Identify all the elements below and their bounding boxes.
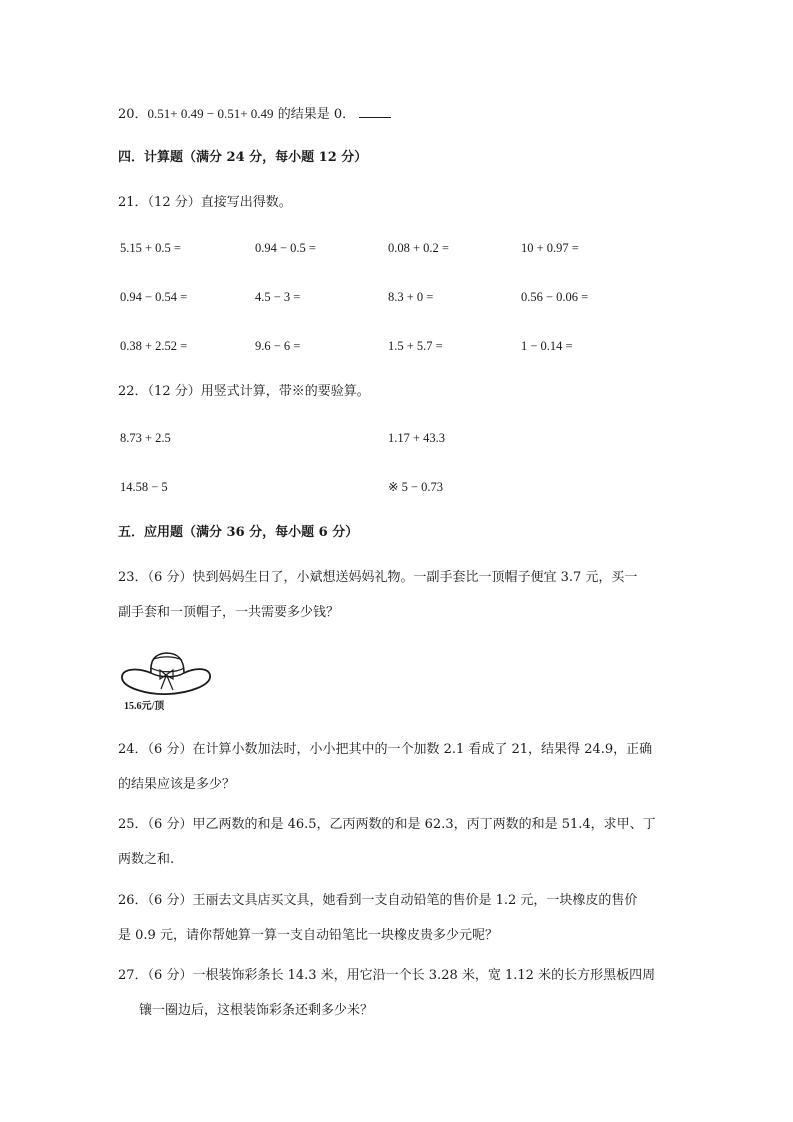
calc-item: 1.5 + 5.7 = bbox=[388, 339, 443, 353]
vertical-calc-item-verify: ※ 5 − 0.73 bbox=[388, 480, 444, 494]
question-25-line1: 25．（6 分）甲乙两数的和是 46.5，乙丙两数的和是 62.3，丙丁两数的和是 51.4，求甲、丁 bbox=[118, 817, 656, 832]
calc-item: 9.6 − 6 = bbox=[255, 339, 301, 353]
question-27-line1: 27．（6 分）一根装饰彩条长 14.3 米，用它沿一个长 3.28 米，宽 1.12 米的长方形黑板四周 bbox=[118, 968, 656, 983]
question-22-text: 22．（12 分）用竖式计算，带※的要验算。 bbox=[118, 384, 370, 399]
question-20-text: 的结果是 0． bbox=[277, 107, 356, 122]
hat-price-label: 15.6元/顶 bbox=[124, 701, 165, 712]
question-27-line2: 镶一圈边后，这根装饰彩条还剩多少米？ bbox=[139, 1003, 374, 1018]
vertical-calc-item: 14.58 − 5 bbox=[120, 480, 168, 494]
question-23-line2: 副手套和一顶帽子，一共需要多少钱？ bbox=[118, 605, 340, 620]
question-20-expression: 0.51+ 0.49 − 0.51+ 0.49 bbox=[147, 106, 274, 121]
question-26-line1: 26．（6 分）王丽去文具店买文具，她看到一支自动铅笔的售价是 1.2 元，一块橡皮的售价 bbox=[118, 893, 638, 908]
calc-item: 0.94 − 0.54 = bbox=[120, 290, 188, 304]
question-25-line2: 两数之和. bbox=[118, 852, 175, 867]
calc-item: 4.5 − 3 = bbox=[255, 290, 301, 304]
calc-item: 0.56 − 0.06 = bbox=[521, 290, 589, 304]
calc-item: 0.94 − 0.5 = bbox=[255, 241, 316, 255]
answer-blank[interactable] bbox=[359, 105, 391, 118]
question-26-line2: 是 0.9 元，请你帮她算一算一支自动铅笔比一块橡皮贵多少元呢？ bbox=[118, 928, 498, 943]
calc-item: 0.08 + 0.2 = bbox=[388, 241, 449, 255]
vertical-calc-item: 8.73 + 2.5 bbox=[120, 431, 171, 445]
section-4-title: 四．计算题（满分 24 分，每小题 12 分） bbox=[118, 150, 368, 165]
question-20 bbox=[118, 105, 391, 123]
question-23-line1: 23．（6 分）快到妈妈生日了，小斌想送妈妈礼物。一副手套比一顶帽子便宜 3.7 元，买一 bbox=[118, 570, 638, 585]
question-21-text: 21．（12 分）直接写出得数。 bbox=[118, 195, 292, 210]
calc-item: 10 + 0.97 = bbox=[521, 241, 579, 255]
vertical-calc-item: 1.17 + 43.3 bbox=[388, 431, 446, 445]
question-20-number: 20． bbox=[118, 107, 148, 122]
calc-item: 8.3 + 0 = bbox=[388, 290, 434, 304]
calc-item: 1 − 0.14 = bbox=[521, 339, 573, 353]
section-5-title: 五．应用题（满分 36 分，每小题 6 分） bbox=[118, 525, 359, 540]
question-24-line1: 24．（6 分）在计算小数加法时，小小把其中的一个加数 2.1 看成了 21，结果得 24.9，正确 bbox=[118, 742, 653, 757]
calc-item: 0.38 + 2.52 = bbox=[120, 339, 188, 353]
question-24-line2: 的结果应该是多少？ bbox=[118, 777, 236, 792]
calc-item: 5.15 + 0.5 = bbox=[120, 241, 181, 255]
